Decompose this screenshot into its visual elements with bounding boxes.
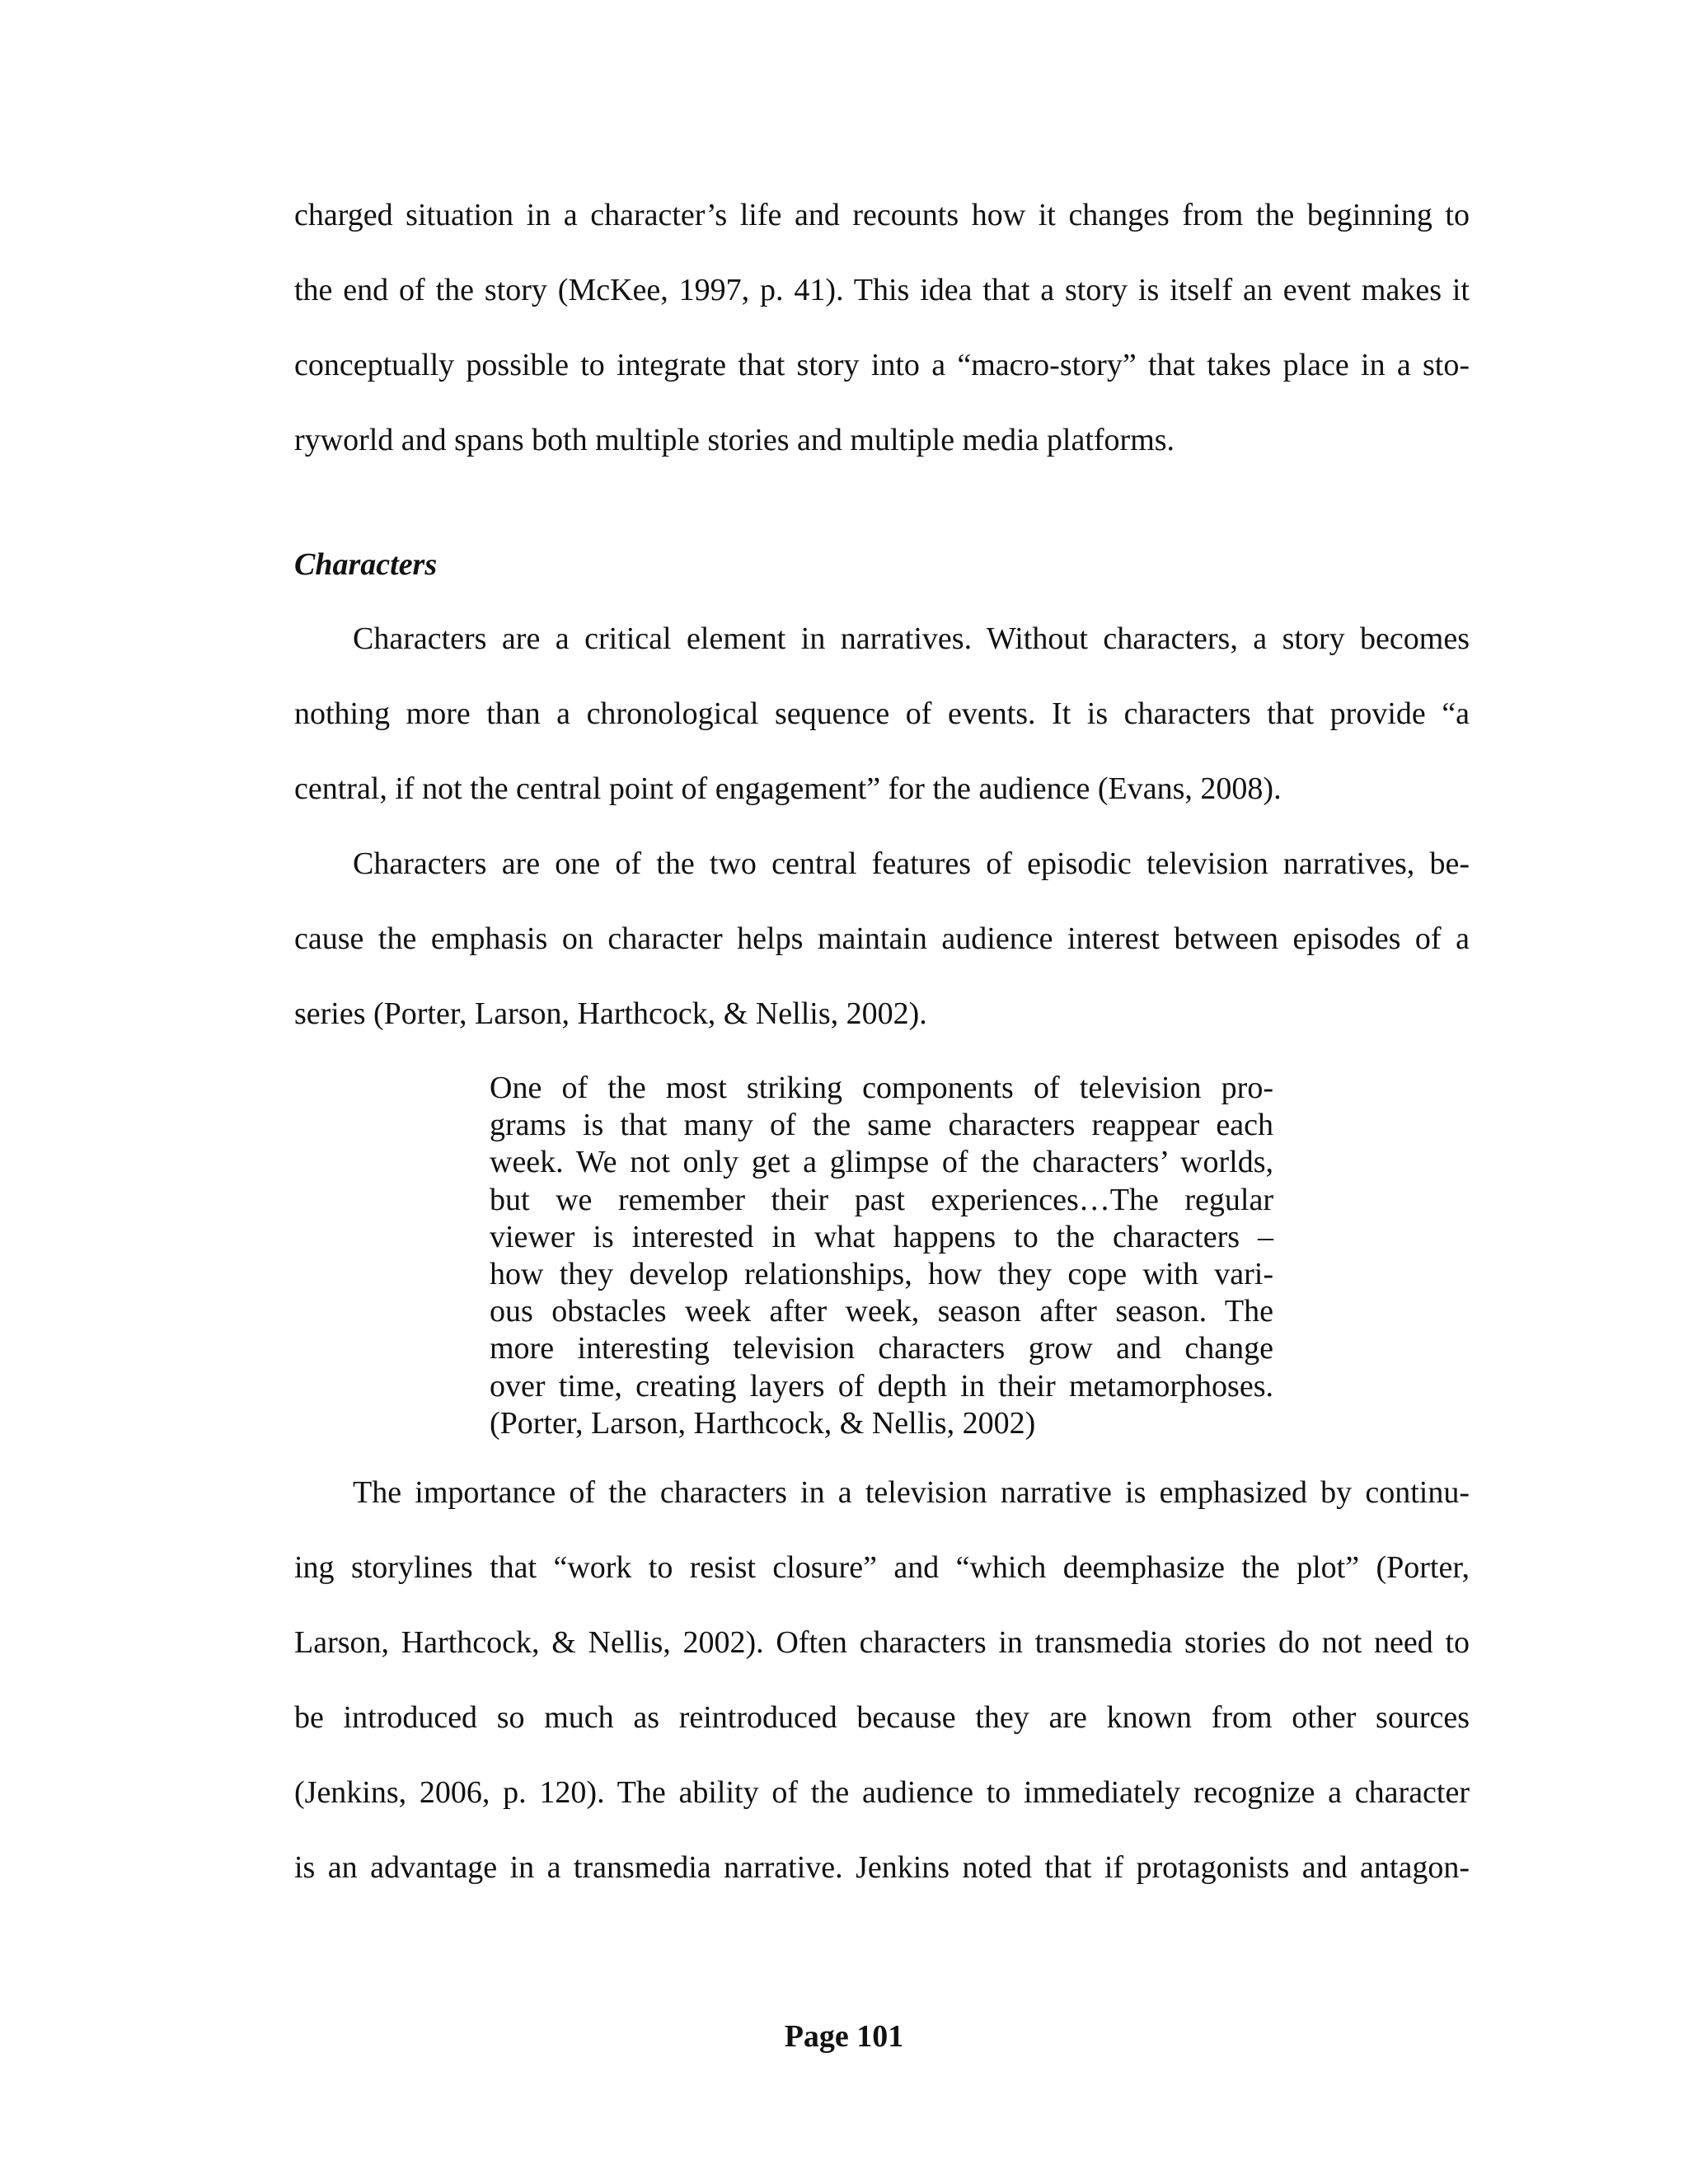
body-text-line: charged situation in a character’s life and recounts how it changes from the beginning to <box>294 198 1470 232</box>
quote-line: ous obstacles week after week, season after season. The <box>490 1294 1273 1329</box>
body-text-line: series (Porter, Larson, Harthcock, & Nellis, 2002). <box>294 996 927 1031</box>
body-text-line: nothing more than a chronological sequence of events. It is characters that provide “a <box>294 696 1470 731</box>
quote-line: One of the most striking components of television pro- <box>490 1071 1273 1105</box>
quote-line: week. We not only get a glimpse of the characters’ worlds, <box>490 1145 1273 1179</box>
body-text-line: Characters are one of the two central features of episodic television narratives, be- <box>353 846 1470 881</box>
quote-line: but we remember their past experiences…The regular <box>490 1183 1273 1217</box>
quote-citation: (Porter, Larson, Harthcock, & Nellis, 2002) <box>490 1406 1036 1441</box>
body-text-line: (Jenkins, 2006, p. 120). The ability of the audience to immediately recognize a character <box>294 1775 1470 1810</box>
body-text-line: is an advantage in a transmedia narrative. Jenkins noted that if protagonists and antagon- <box>294 1850 1470 1885</box>
body-text-line: be introduced so much as reintroduced because they are known from other sources <box>294 1700 1470 1735</box>
body-text-line: central, if not the central point of engagement” for the audience (Evans, 2008). <box>294 771 1282 806</box>
body-text-line: cause the emphasis on character helps maintain audience interest between episodes of a <box>294 921 1470 956</box>
body-text-line: Characters are a critical element in narratives. Without characters, a story becomes <box>353 621 1470 656</box>
quote-line: more interesting television characters grow and change <box>490 1331 1273 1366</box>
quote-line: grams is that many of the same characters reappear each <box>490 1108 1273 1142</box>
page-number: Page 101 <box>784 2019 904 2054</box>
body-text-line: The importance of the characters in a television narrative is emphasized by continu- <box>353 1475 1470 1510</box>
quote-line: how they develop relationships, how they cope with vari- <box>490 1257 1273 1291</box>
body-text-line: Larson, Harthcock, & Nellis, 2002). Often characters in transmedia stories do not need to <box>294 1625 1470 1660</box>
body-text-line: conceptually possible to integrate that story into a “macro-story” that takes place in a sto- <box>294 348 1470 382</box>
section-heading: Characters <box>294 547 438 582</box>
body-text-line: ryworld and spans both multiple stories and multiple media platforms. <box>294 423 1175 457</box>
body-text-line: the end of the story (McKee, 1997, p. 41). This idea that a story is itself an event makes it <box>294 273 1470 307</box>
quote-line: viewer is interested in what happens to the characters – <box>490 1220 1273 1254</box>
body-text-line: ing storylines that “work to resist closure” and “which deemphasize the plot” (Porter, <box>294 1550 1470 1585</box>
quote-line: over time, creating layers of depth in their metamorphoses. <box>490 1369 1273 1404</box>
